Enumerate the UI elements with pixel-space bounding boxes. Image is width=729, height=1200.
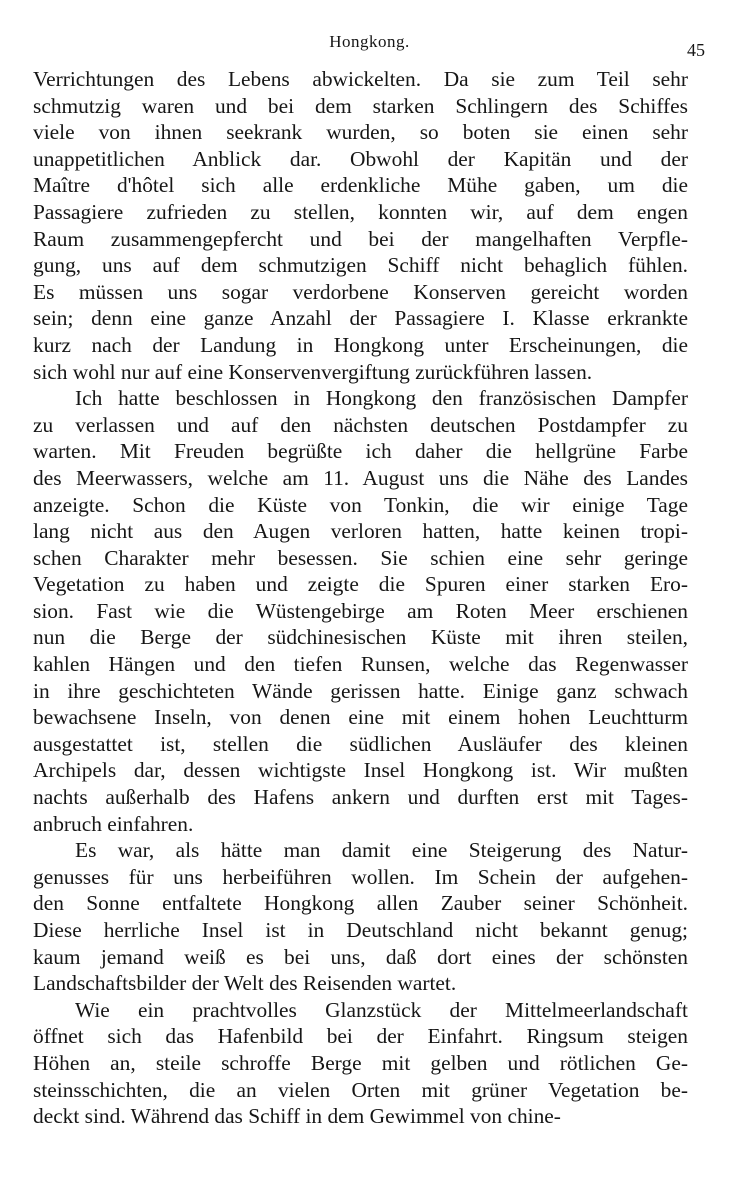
text-line: ausgestattet ist, stellen die südlichen Ausläufer des kleinen (33, 731, 688, 756)
text-line: Passagiere zufrieden zu stellen, konnten wir, auf dem engen (33, 199, 688, 224)
text-line: deckt sind. Während das Schiff in dem Gewimmel von chine- (33, 1104, 561, 1129)
text-line: Wie ein prachtvolles Glanzstück der Mittelmeerlandschaft (75, 997, 688, 1022)
text-line: Diese herrliche Insel ist in Deutschland nicht bekannt genug; (33, 918, 688, 942)
running-header (34, 30, 705, 60)
chapter-title: Hongkong. (329, 32, 410, 51)
text-line: bewachsene Inseln, von denen eine mit einem hohen Leuchtturm (33, 705, 688, 730)
text-line: sich wohl nur auf eine Konservenvergiftung zurückführen lassen. (33, 359, 593, 384)
text-line: Es war, als hätte man damit eine Steigerung des Natur- (75, 838, 688, 863)
text-line: nachts außerhalb des Hafens ankern und durften erst mit Tages- (33, 785, 688, 810)
text-line: sion. Fast wie die Wüstengebirge am Roten Meer erschienen (33, 598, 688, 623)
text-line: Ich hatte beschlossen in Hongkong den französischen Dampfer (75, 386, 688, 411)
text-line: schmutzig waren und bei dem starken Schlingern des Schiffes (33, 93, 688, 118)
text-line: anbruch einfahren. (33, 811, 194, 836)
text-line: in ihre geschichteten Wände gerissen hatte. Einige ganz schwach (33, 678, 688, 703)
text-line: Maître d'hôtel sich alle erdenkliche Mühe gaben, um die (33, 173, 688, 198)
text-line: unappetitlichen Anblick dar. Obwohl der Kapitän und der (33, 146, 688, 171)
text-line: Vegetation zu haben und zeigte die Spuren einer starken Ero- (33, 572, 688, 597)
text-line: Es müssen uns sogar verdorbene Konserven gereicht worden (33, 279, 688, 304)
text-line: warten. Mit Freuden begrüßte ich daher die hellgrüne Farbe (33, 439, 688, 464)
text-line: kurz nach der Landung in Hongkong unter Erscheinungen, die (33, 332, 688, 357)
text-line: lang nicht aus den Augen verloren hatten, hatte keinen tropi- (33, 519, 688, 544)
text-line: anzeigte. Schon die Küste von Tonkin, die wir einige Tage (33, 492, 688, 517)
text-line: zu verlassen und auf den nächsten deutschen Postdampfer zu (33, 412, 688, 437)
text-line: schen Charakter mehr besessen. Sie schien eine sehr geringe (33, 545, 688, 570)
text-line: Raum zusammengepfercht und bei der mangelhaften Verpfle- (33, 226, 688, 251)
page-number: 45 (687, 40, 705, 60)
text-line: nun die Berge der südchinesischen Küste mit ihren steilen, (33, 625, 688, 650)
text-line: Höhen an, steile schroffe Berge mit gelben und rötlichen Ge- (33, 1050, 688, 1075)
paragraph (33, 385, 688, 837)
text-line: viele von ihnen seekrank wurden, so boten sie einen sehr (33, 120, 688, 145)
text-line: öffnet sich das Hafenbild bei der Einfahrt. Ringsum steigen (33, 1024, 688, 1049)
text-line: Landschaftsbilder der Welt des Reisenden wartet. (33, 971, 457, 996)
text-line: Verrichtungen des Lebens abwickelten. Da sie zum Teil sehr (33, 67, 688, 91)
text-line: gung, uns auf dem schmutzigen Schiff nicht behaglich fühlen. (33, 253, 688, 278)
paragraph (33, 837, 688, 997)
text-line: genusses für uns herbeiführen wollen. Im Schein der aufgehen- (33, 864, 688, 889)
text-line: sein; denn eine ganze Anzahl der Passagiere I. Klasse erkrankte (33, 306, 688, 331)
text-line: kaum jemand weiß es bei uns, daß dort eines der schönsten (33, 944, 688, 969)
text-line: Archipels dar, dessen wichtigste Insel Hongkong ist. Wir mußten (33, 758, 688, 783)
text-line: kahlen Hängen und den tiefen Runsen, welche das Regenwasser (33, 652, 688, 677)
paragraph (33, 66, 688, 385)
text-line: steinsschichten, die an vielen Orten mit grüner Vegetation be- (33, 1077, 688, 1102)
paragraph (33, 997, 688, 1130)
text-line: den Sonne entfaltete Hongkong allen Zauber seiner Schönheit. (33, 891, 688, 916)
body-text (33, 66, 688, 1130)
text-line: des Meerwassers, welche am 11. August uns die Nähe des Landes (33, 465, 688, 490)
